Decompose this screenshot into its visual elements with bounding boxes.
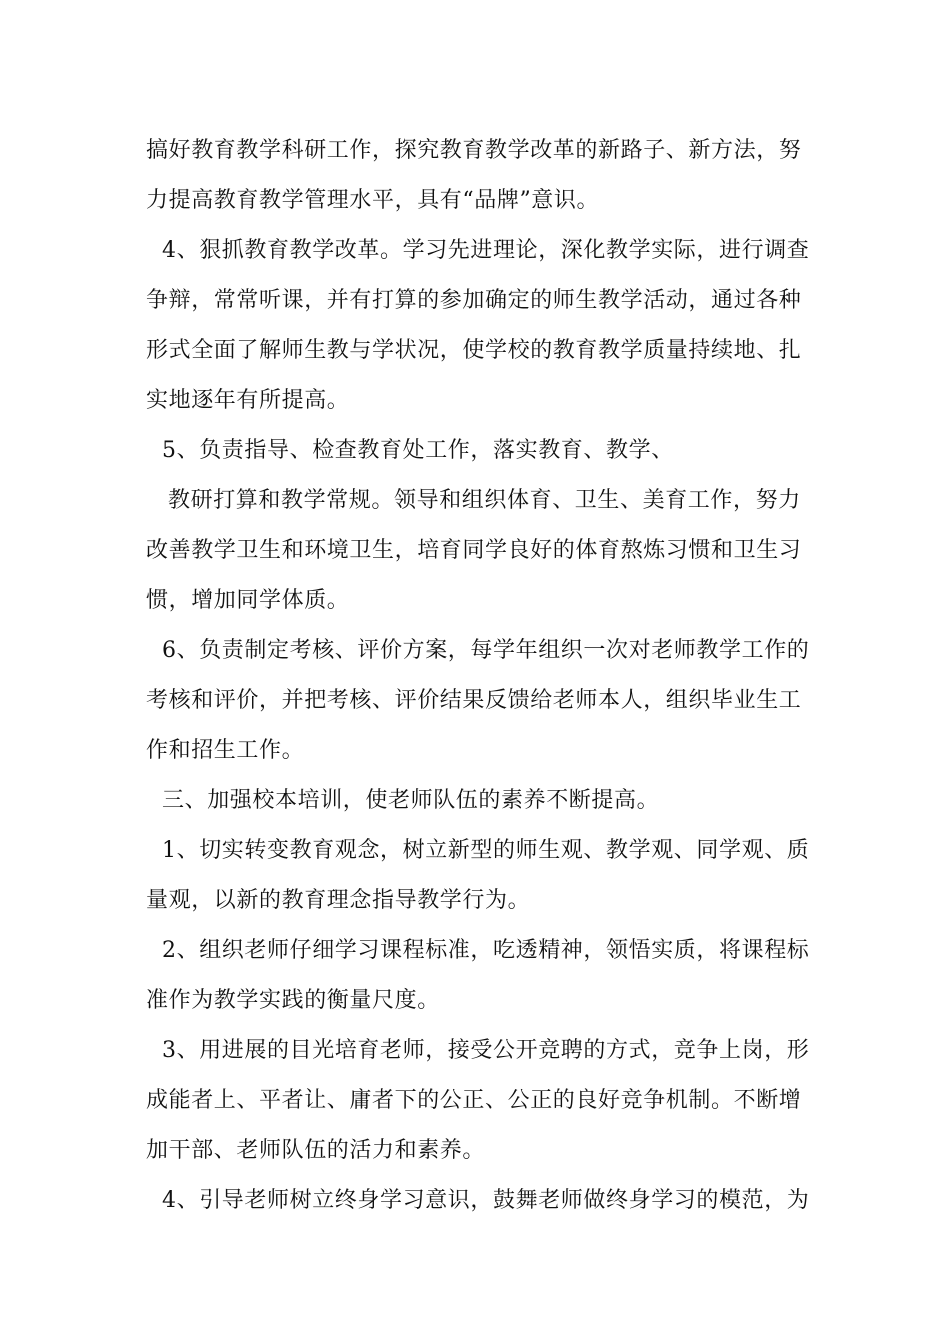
text-line: 加干部、老师队伍的活力和素养。 (146, 1138, 486, 1163)
text-line: 1、切实转变教育观念，树立新型的师生观、教学观、同学观、质 (162, 838, 810, 863)
text-line: 教研打算和教学常规。领导和组织体育、卫生、美育工作，努力 (168, 488, 801, 513)
text-line: 5、负责指导、检查教育处工作，落实教育、教学、 (162, 438, 674, 463)
text-line: 2、组织老师仔细学习课程标准，吃透精神，领悟实质，将课程标 (162, 938, 810, 963)
text-line: 实地逐年有所提高。 (146, 388, 350, 413)
text-line: 量观，以新的教育理念指导教学行为。 (146, 888, 531, 913)
text-line: 4、狠抓教育教学改革。学习先进理论，深化教学实际，进行调查 (162, 238, 810, 263)
text-line: 形式全面了解师生教与学状况，使学校的教育教学质量持续地、扎 (146, 338, 802, 363)
text-line: 搞好教育教学科研工作，探究教育教学改革的新路子、新方法，努 (146, 138, 802, 163)
section-heading: 三、加强校本培训，使老师队伍的素养不断提高。 (162, 788, 660, 813)
text-line: 改善教学卫生和环境卫生，培育同学良好的体育熬炼习惯和卫生习 (146, 538, 802, 563)
text-line: 作和招生工作。 (146, 738, 305, 763)
text-line: 惯，增加同学体质。 (146, 588, 350, 613)
text-line: 成能者上、平者让、庸者下的公正、公正的良好竞争机制。不断增 (146, 1088, 802, 1113)
text-line: 4、引导老师树立终身学习意识，鼓舞老师做终身学习的模范，为 (162, 1188, 810, 1213)
text-line: 争辩，常常听课，并有打算的参加确定的师生教学活动，通过各种 (146, 288, 802, 313)
text-line: 力提高教育教学管理水平，具有“品牌”意识。 (146, 188, 600, 213)
text-line: 6、负责制定考核、评价方案，每学年组织一次对老师教学工作的 (162, 638, 810, 663)
text-line: 准作为教学实践的衡量尺度。 (146, 988, 440, 1013)
text-line: 3、用进展的目光培育老师，接受公开竞聘的方式，竞争上岗，形 (162, 1038, 810, 1063)
text-line: 考核和评价，并把考核、评价结果反馈给老师本人，组织毕业生工 (146, 688, 802, 713)
